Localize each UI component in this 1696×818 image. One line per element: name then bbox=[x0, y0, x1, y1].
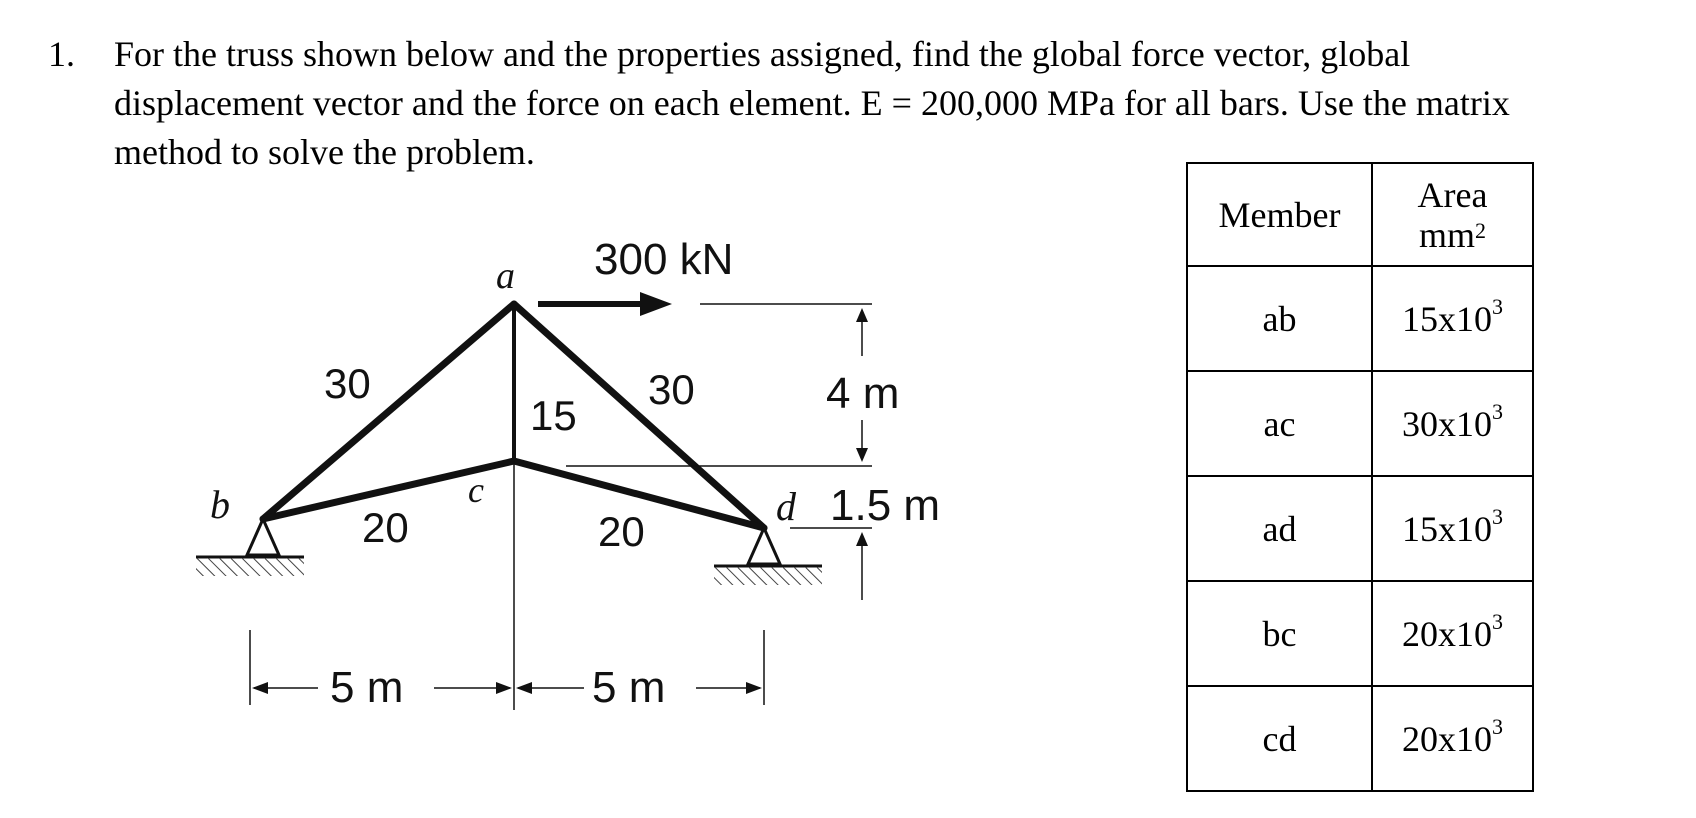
problem-line-2: displacement vector and the force on each element. E = 200,000 MPa for all bars. Use the matrix bbox=[114, 83, 1510, 123]
cell-area-exp: 3 bbox=[1492, 503, 1503, 529]
member-label-cd: 20 bbox=[598, 508, 645, 555]
node-label-c: c bbox=[468, 470, 484, 510]
table-row bbox=[1187, 581, 1533, 686]
cell-area-mantissa: 15x10 bbox=[1402, 508, 1492, 549]
problem-line-1: For the truss shown below and the properties assigned, find the global force vector, global bbox=[114, 34, 1411, 74]
dimension-label-left-span: 5 m bbox=[330, 663, 404, 712]
header-area-exp: 2 bbox=[1475, 217, 1486, 243]
cell-area bbox=[1372, 476, 1533, 581]
dimension-label-1-5m: 1.5 m bbox=[830, 481, 941, 530]
dimension-label-4m: 4 m bbox=[826, 369, 900, 418]
cell-area-mantissa: 30x10 bbox=[1402, 403, 1492, 444]
dimension-label-right-span: 5 m bbox=[592, 663, 666, 712]
truss-diagram bbox=[160, 215, 980, 745]
member-label-ad: 30 bbox=[648, 366, 695, 413]
cell-area bbox=[1372, 686, 1533, 791]
node-label-d: d bbox=[776, 484, 796, 529]
load-label: 300 kN bbox=[594, 235, 734, 284]
member-label-ab: 30 bbox=[324, 360, 371, 407]
cell-area bbox=[1372, 581, 1533, 686]
cell-area-exp: 3 bbox=[1492, 713, 1503, 739]
header-area-label: Area bbox=[1417, 174, 1488, 215]
node-label-a: a bbox=[496, 255, 515, 297]
cell-area-exp: 3 bbox=[1492, 293, 1503, 319]
table-row bbox=[1187, 371, 1533, 476]
cell-area bbox=[1372, 266, 1533, 371]
member-area-table bbox=[1186, 162, 1534, 792]
cell-member: ac bbox=[1187, 371, 1372, 476]
member-label-bc: 20 bbox=[362, 504, 409, 551]
cell-area-mantissa: 20x10 bbox=[1402, 718, 1492, 759]
node-label-b: b bbox=[210, 482, 230, 527]
problem-text bbox=[114, 30, 1694, 177]
table-row bbox=[1187, 266, 1533, 371]
table-row bbox=[1187, 476, 1533, 581]
cell-area-mantissa: 20x10 bbox=[1402, 613, 1492, 654]
header-area-unit: mm bbox=[1418, 214, 1475, 255]
header-area bbox=[1372, 163, 1533, 266]
cell-member: cd bbox=[1187, 686, 1372, 791]
problem-line-3: method to solve the problem. bbox=[114, 132, 535, 172]
cell-area-exp: 3 bbox=[1492, 608, 1503, 634]
cell-member: bc bbox=[1187, 581, 1372, 686]
cell-area-exp: 3 bbox=[1492, 398, 1503, 424]
table-row bbox=[1187, 686, 1533, 791]
header-member: Member bbox=[1187, 163, 1372, 266]
pin-support-d bbox=[714, 528, 822, 585]
cell-area-mantissa: 15x10 bbox=[1402, 298, 1492, 339]
table-header-row bbox=[1187, 163, 1533, 266]
load-arrow bbox=[538, 292, 672, 316]
pin-support-b bbox=[196, 519, 304, 576]
cell-member: ab bbox=[1187, 266, 1372, 371]
cell-area bbox=[1372, 371, 1533, 476]
cell-member: ad bbox=[1187, 476, 1372, 581]
problem-number: 1. bbox=[48, 34, 75, 74]
member-label-ac: 15 bbox=[530, 392, 577, 439]
